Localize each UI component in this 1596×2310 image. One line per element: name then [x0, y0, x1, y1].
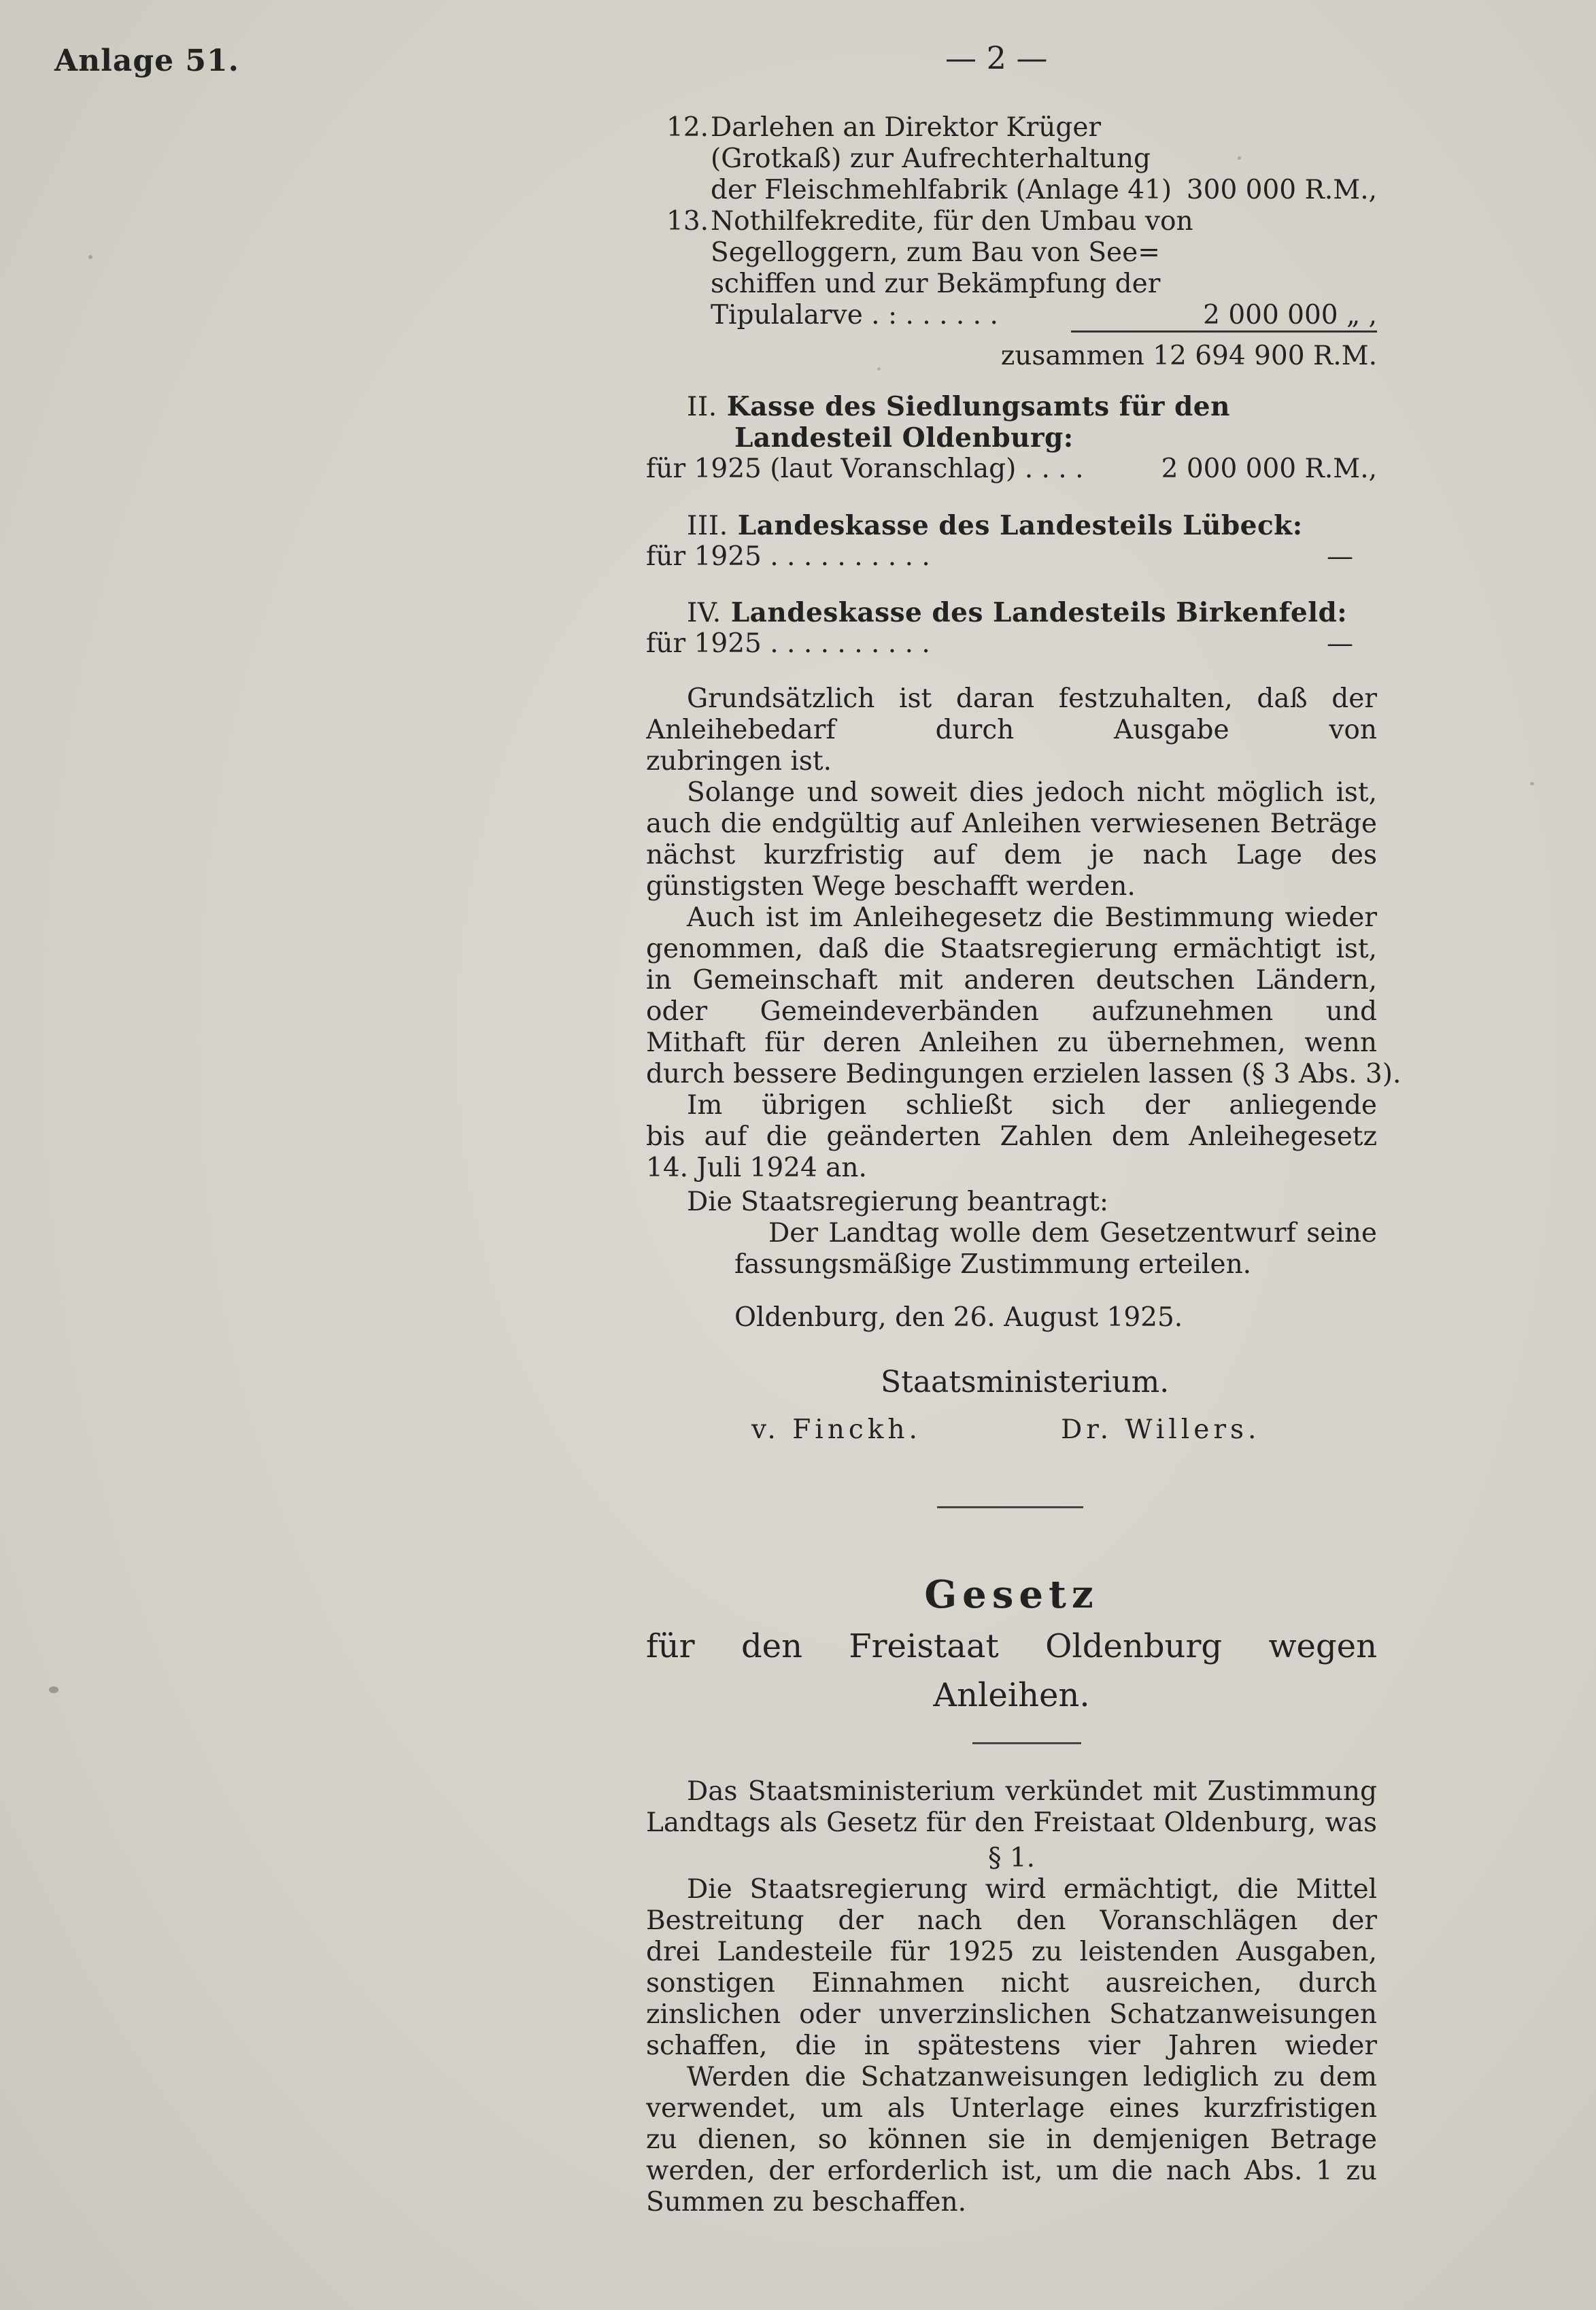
signature-willers: Dr. Willers.: [1061, 1414, 1261, 1445]
item-13-amount: 2 000 000 „ ,: [1203, 300, 1377, 330]
paragraph-line: Im übrigen schließt sich der anliegende: [687, 1090, 1377, 1121]
item-13-line-3: schiffen und zur Bekämpfung der: [711, 269, 1161, 299]
annex-label: Anlage 51.: [54, 44, 239, 78]
paragraph-line: genommen, daß die Staatsregierung ermächtigt ist,: [646, 934, 1377, 964]
section-iii: [646, 510, 1377, 573]
item-12-amount: 300 000 R.M.,: [1186, 175, 1377, 205]
paragraph-line: günstigsten Wege beschafft werden.: [646, 871, 1136, 902]
paragraph-line: Solange und soweit dies jedoch nicht möglich ist,: [687, 777, 1377, 808]
paper-speck: [1530, 782, 1534, 785]
section-ii: [646, 391, 1377, 485]
section-line: für 1925 . . . . . . . . . . —: [646, 541, 1353, 572]
paragraph-line: Anleihebedarf durch Ausgabe von: [646, 715, 1377, 745]
section-heading: IV. Landeskasse des Landesteils Birkenfeld:: [687, 597, 1348, 628]
item-13-line-1: 13. Nothilfekredite, für den Umbau von: [666, 206, 1193, 237]
item-number: 12.: [666, 112, 709, 143]
law-subtitle-line: für den Freistaat Oldenburg wegen: [646, 1627, 1377, 1665]
separator-rule: [972, 1742, 1081, 1744]
paper-speck: [49, 1686, 58, 1693]
item-13-line-2: Segelloggern, zum Bau von See=: [711, 237, 1160, 268]
ministry-name: Staatsministerium.: [881, 1365, 1170, 1399]
item-12-line-1: 12. Darlehen an Direktor Krüger: [666, 112, 1102, 143]
item-12-line-3: der Fleischmehlfabrik (Anlage 41) 300 000 R.M.,: [711, 175, 1377, 205]
sum-rule: [1071, 330, 1377, 333]
section-heading: II. Kasse des Siedlungsamts für den: [687, 391, 1230, 422]
signatures: [646, 1414, 1377, 1446]
law-section-number: § 1.: [987, 1843, 1036, 1873]
section-amount: —: [1327, 541, 1353, 572]
law-title: Gesetz: [924, 1572, 1099, 1617]
motion-intro: Die Staatsregierung beantragt:: [687, 1187, 1109, 1217]
ministry-block: [646, 1367, 1377, 1405]
law-paragraph-line: schaffen, die in spätestens vier Jahren wieder: [646, 2031, 1377, 2061]
paragraph-line: bis auf die geänderten Zahlen dem Anleihegesetz: [646, 1121, 1377, 1152]
place-date: Oldenburg, den 26. August 1925.: [734, 1302, 1183, 1333]
place-date-block: [646, 1302, 1377, 1334]
law-body: [646, 1776, 1377, 2218]
law-subtitle: [646, 1622, 1377, 1720]
signature-finckh: v. Finckh.: [751, 1414, 921, 1445]
paragraph-line: Mithaft für deren Anleihen zu übernehmen, wenn: [646, 1027, 1377, 1058]
section-heading: III. Landeskasse des Landesteils Lübeck:: [687, 510, 1303, 541]
paragraph-line: oder Gemeindeverbänden aufzunehmen und: [646, 996, 1377, 1027]
paragraph-line: zubringen ist.: [646, 746, 832, 777]
paragraph-line: 14. Juli 1924 an.: [646, 1153, 867, 1183]
paper-speck: [877, 367, 881, 371]
section-heading-cont: Landesteil Oldenburg:: [734, 422, 1074, 454]
law-paragraph-line: drei Landesteile für 1925 zu leistenden Ausgaben,: [646, 1937, 1377, 1967]
paragraph-line: Auch ist im Anleihegesetz die Bestimmung wieder: [687, 902, 1377, 933]
law-paragraph-line: verwendet, um als Unterlage eines kurzfristigen: [646, 2093, 1377, 2124]
motion-line: fassungsmäßige Zustimmung erteilen.: [734, 1249, 1252, 1280]
motion-line: Der Landtag wolle dem Gesetzentwurf seine: [768, 1218, 1377, 1249]
law-paragraph-line: zinslichen oder unverzinslichen Schatzanweisungen: [646, 1999, 1377, 2030]
law-paragraph-line: zu dienen, so können sie in demjenigen Betrage: [646, 2124, 1377, 2155]
law-paragraph-line: Die Staatsregierung wird ermächtigt, die Mittel: [687, 1874, 1377, 1905]
law-paragraph-line: Bestreitung der nach den Voranschlägen der: [646, 1905, 1377, 1936]
law-intro-line: Das Staatsministerium verkündet mit Zustimmung: [687, 1776, 1377, 1807]
law-subtitle-line: Anleihen.: [933, 1676, 1090, 1714]
total-row: [646, 341, 1377, 372]
paper-speck: [1238, 156, 1241, 160]
law-paragraph-line: Werden die Schatzanweisungen lediglich zu dem: [687, 2062, 1377, 2092]
total-amount: zusammen 12 694 900 R.M.: [1000, 341, 1377, 371]
section-amount: —: [1327, 628, 1353, 659]
page-number: — 2 —: [945, 39, 1048, 76]
item-12-line-2: (Grotkaß) zur Aufrechterhaltung: [711, 143, 1151, 174]
item-13-line-4: Tipulalarve . : . . . . . . 2 000 000 „ ,: [646, 300, 1377, 331]
explanation-text: [646, 683, 1402, 1280]
section-line: für 1925 (laut Voranschlag) . . . . 2 000 000 R.M.,: [646, 454, 1377, 484]
law-intro-line: Landtags als Gesetz für den Freistaat Oldenburg, was: [646, 1807, 1377, 1838]
section-line: für 1925 . . . . . . . . . . —: [646, 628, 1353, 659]
law-paragraph-line: werden, der erforderlich ist, um die nach Abs. 1 zu: [646, 2156, 1377, 2186]
section-iv: [646, 597, 1377, 660]
separator-rule: [937, 1506, 1083, 1508]
section-amount: 2 000 000 R.M.,: [1161, 454, 1377, 484]
paragraph-line: durch bessere Bedingungen erzielen lassen (§ 3 Abs. 3).: [646, 1059, 1402, 1089]
paper-speck: [88, 255, 92, 259]
paragraph-line: auch die endgültig auf Anleihen verwiesenen Beträge: [646, 809, 1377, 839]
item-number: 13.: [666, 206, 709, 237]
loan-items: [646, 112, 1377, 372]
law-paragraph-line: Summen zu beschaffen.: [646, 2187, 967, 2218]
law-paragraph-line: sonstigen Einnahmen nicht ausreichen, durch: [646, 1968, 1377, 1999]
paragraph-line: nächst kurzfristig auf dem je nach Lage des: [646, 840, 1377, 870]
paragraph-line: in Gemeinschaft mit anderen deutschen Ländern,: [646, 965, 1377, 996]
paragraph-line: Grundsätzlich ist daran festzuhalten, daß der: [687, 683, 1377, 714]
